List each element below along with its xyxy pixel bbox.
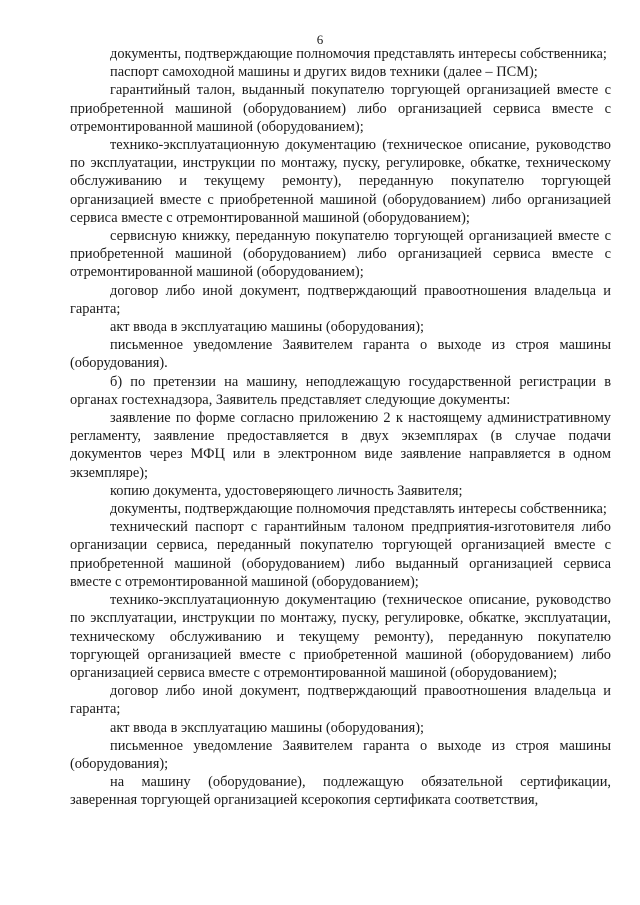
paragraph: паспорт самоходной машины и других видов техники (далее – ПСМ);: [110, 64, 538, 81]
paragraph: технический паспорт с гарантийным талоном предприятия-изготовителя либо организации сервиса, переданный покупателю торгующей организацией вместе с приобретенной машиной (оборудованием) либо выданный организацией сервиса вместе с отремонтированной машиной (оборудованием);: [70, 519, 611, 590]
paragraph: договор либо иной документ, подтверждающий правоотношения владельца и гаранта;: [70, 282, 611, 317]
paragraph: копию документа, удостоверяющего личность Заявителя;: [110, 482, 463, 499]
paragraph: документы, подтверждающие полномочия представлять интересы собственника;: [110, 46, 607, 62]
paragraph: письменное уведомление Заявителем гаранта о выходе из строя машины (оборудования).: [70, 337, 611, 372]
paragraph: гарантийный талон, выданный покупателю торгующей организацией вместе с приобретенной машиной (оборудованием) либо организацией сервиса вместе с отремонтированной машиной (оборудованием);: [70, 82, 611, 135]
page-number: 6: [316, 32, 324, 47]
paragraph: сервисную книжку, переданную покупателю торгующей организацией вместе с приобретенной машиной (оборудованием) либо организацией сервиса вместе с отремонтированной машиной (оборудованием);: [70, 228, 611, 281]
paragraph: договор либо иной документ, подтверждающий правоотношения владельца и гаранта;: [70, 683, 611, 718]
paragraph: документы, подтверждающие полномочия представлять интересы собственника;: [110, 501, 607, 518]
paragraph: письменное уведомление Заявителем гаранта о выходе из строя машины (оборудования);: [70, 737, 611, 772]
paragraph: акт ввода в эксплуатацию машины (оборудования);: [110, 319, 425, 336]
paragraph: б) по претензии на машину, неподлежащую государственной регистрации в органах гостехнадзора, Заявитель представляет следующие документы:: [70, 373, 611, 408]
paragraph: технико-эксплуатационную документацию (техническое описание, руководство по эксплуатации, инструкции по монтажу, пуску, регулировке, обкатке, техническому обслуживанию и текущему ремонту), переданную покупателю торгующей организацией вместе с приобретенной машиной (оборудованием) либо организацией сервиса вместе с отремонтированной машиной (оборудованием);: [70, 137, 611, 226]
paragraph: заявление по форме согласно приложению 2 к настоящему административному регламенту, заявление предоставляется в двух экземплярах (в случае подачи документов через МФЦ или в электронном виде заявление направляется в одном экземпляре);: [70, 410, 611, 481]
paragraph: технико-эксплуатационную документацию (техническое описание, руководство по эксплуатации, инструкции по монтажу, пуску, регулировке, обкатке, эксплуатации, техническому обслуживанию и текущему ремонту), переданную покупателю торгующей организацией вместе с приобретенной машиной (оборудованием) либо организацией сервиса вместе с отремонтированной машиной (оборудованием);: [70, 592, 611, 681]
paragraph: акт ввода в эксплуатацию машины (оборудования);: [110, 719, 425, 736]
document-body: [70, 45, 611, 810]
paragraph: на машину (оборудование), подлежащую обязательной сертификации, заверенная торгующей организацией ксерокопия сертификата соответствия,: [70, 774, 611, 809]
